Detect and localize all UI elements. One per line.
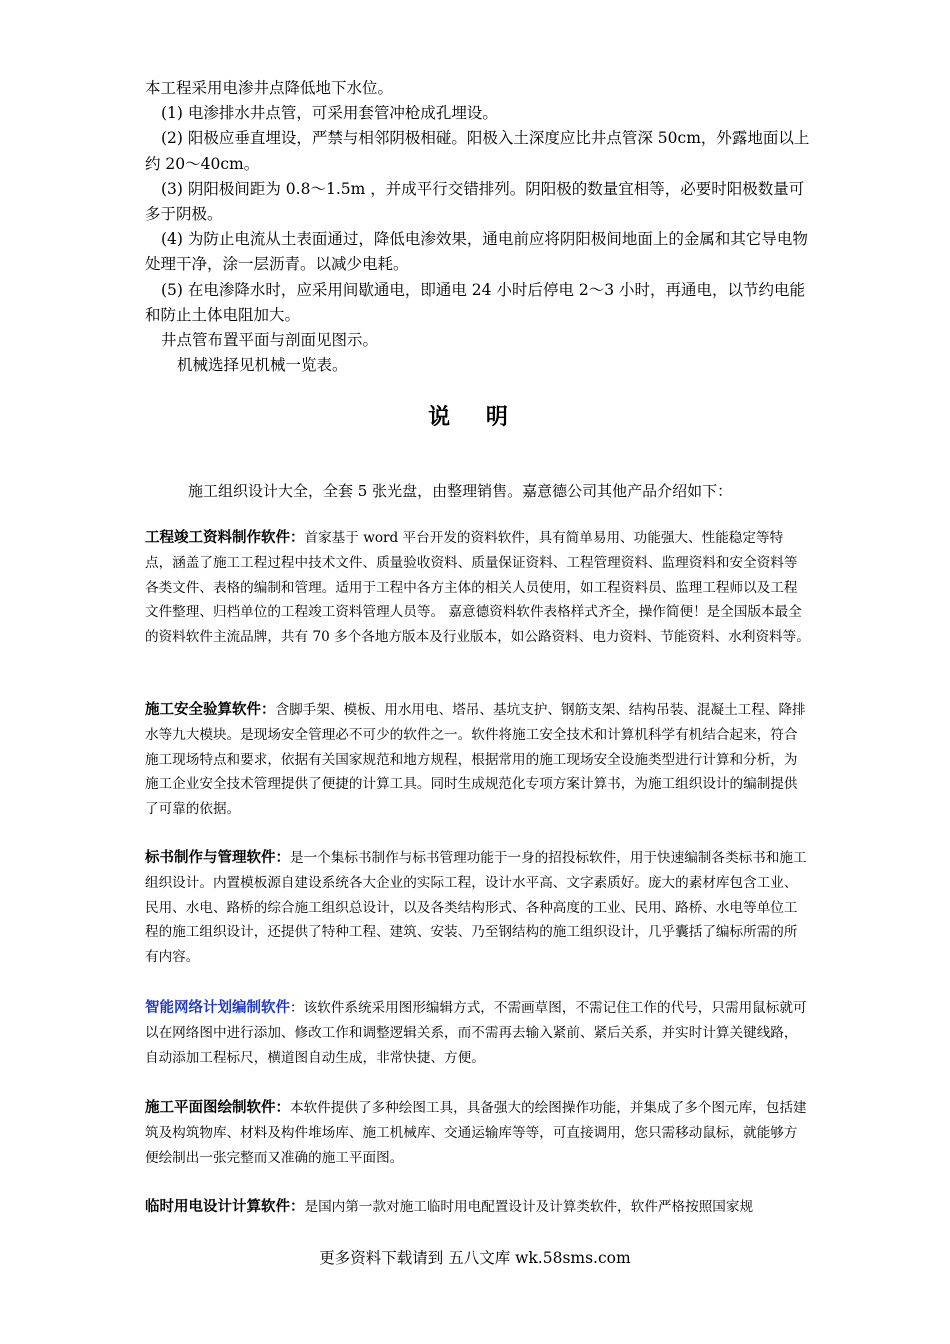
product-body: 首家基于 word 平台开发的资料软件，具有简单易用、功能强大、性能稳定等特点，涵盖了施工工程过程中技术文件、质量验收资料、质量保证资料、工程管理资料、监理资料和安全资料等各类文件、表格的编制和管理。适用于工程中各方主体的相关人员使用，如工程资料员、监理工程师以及工程文件整理、归档单位的工程竣工资料管理人员等。 嘉意德资料软件表格样式齐全，操作简便！是全国版本最全的资料软件主流品牌，共有 70 多个各地方版本及行业版本，如公路资料、电力资料、节能资料、水利资料等。 [145, 530, 810, 646]
product-heading: 施工平面图绘制软件： [145, 1100, 290, 1116]
product-section [145, 698, 810, 822]
intro-text [145, 76, 810, 378]
footer-download-link[interactable]: 更多资料下载请到 五八文库 wk.58sms.com [319, 1249, 631, 1267]
product-heading: 标书制作与管理软件： [145, 850, 290, 866]
product-body: 含脚手架、模板、用水用电、塔吊、基坑支护、钢筋支架、结构吊装、混凝土工程、降排水等九大模块。是现场安全管理必不可少的软件之一。软件将施工安全技术和计算机科学有机结合起来，符合施工现场特点和要求，依据有关国家规范和地方规程，根据常用的施工现场安全设施类型进行计算和分析，为施工企业安全技术管理提供了便捷的计算工具。同时生成规范化专项方案计算书，为施工组织设计的编制提供了可靠的依据。 [145, 702, 806, 818]
product-section [145, 1195, 810, 1220]
product-heading: 工程竣工资料制作软件： [145, 530, 305, 546]
product-heading: 临时用电设计计算软件： [145, 1199, 305, 1215]
product-section [145, 996, 810, 1070]
product-body: ：该软件系统采用图形编辑方式，不需画草图，不需记住工作的代号，只需用鼠标就可以在网络图中进行添加、修改工作和调整逻辑关系，而不需再去输入紧前、紧后关系，并实时计算关键线路，自动添加工程标尺，横道图自动生成，非常快捷、方便。 [145, 1000, 807, 1066]
product-body: 是国内第一款对施工临时用电配置设计及计算类软件，软件严格按照国家规 [304, 1199, 754, 1215]
intro-line: (3) 阴阳极间距为 0.8～1.5m ，并成平行交错排列。阴阳极的数量宜相等，必要时阳极数量可多于阴极。 [145, 179, 805, 224]
intro-line: (2) 阳极应垂直埋设，严禁与相邻阴极相碰。阳极入土深度应比井点管深 50cm，外露地面以上约 20～40cm。 [145, 129, 810, 173]
section-title: 说 明 [428, 404, 522, 430]
product-section [145, 1096, 810, 1170]
intro-line: (4) 为防止电流从土表面通过，降低电渗效果，通电前应将阴阳极间地面上的金属和其它导电物处理干净，涂一层沥青。以减少电耗。 [145, 230, 808, 274]
intro-line: 井点管布置平面与剖面见图示。 [161, 331, 379, 350]
product-heading-link[interactable]: 智能网络计划编制软件 [145, 1000, 290, 1016]
product-body: 本软件提供了多种绘图工具，具备强大的绘图操作功能，并集成了多个图元库，包括建筑及构筑物库、材料及构件堆场库、施工机械库、交通运输库等等，可直接调用，您只需移动鼠标，就能够方便绘制出一张完整而又准确的施工平面图。 [145, 1100, 807, 1166]
product-body: 是一个集标书制作与标书管理功能于一身的招投标软件，用于快速编制各类标书和施工组织设计。内置模板源自建设系统各大企业的实际工程，设计水平高、文字素质好。庞大的素材库包含工业、民用、水电、路桥的综合施工组织总设计，以及各类结构形式、各种高度的工业、民用、路桥、水电等单位工程的施工组织设计，还提供了特种工程、建筑、安装、乃至钢结构的施工组织设计，几乎囊括了编标所需的所有内容。 [145, 850, 807, 966]
intro-line: (1) 电渗排水井点管，可采用套管冲枪成孔埋设。 [161, 104, 498, 123]
product-section [145, 526, 810, 650]
intro-line: 本工程采用电渗井点降低地下水位。 [145, 79, 394, 97]
intro-line: (5) 在电渗降水时，应采用间歇通电，即通电 24 小时后停电 2～3 小时，再通电，以节约电能和防止土体电阻加大。 [145, 280, 806, 324]
product-section [145, 846, 810, 970]
intro-line: 机械选择见机械一览表。 [177, 356, 348, 375]
lead-paragraph: 施工组织设计大全，全套 5 张光盘，由整理销售。嘉意德公司其他产品介绍如下： [188, 482, 733, 500]
product-heading: 施工安全验算软件： [145, 702, 276, 718]
